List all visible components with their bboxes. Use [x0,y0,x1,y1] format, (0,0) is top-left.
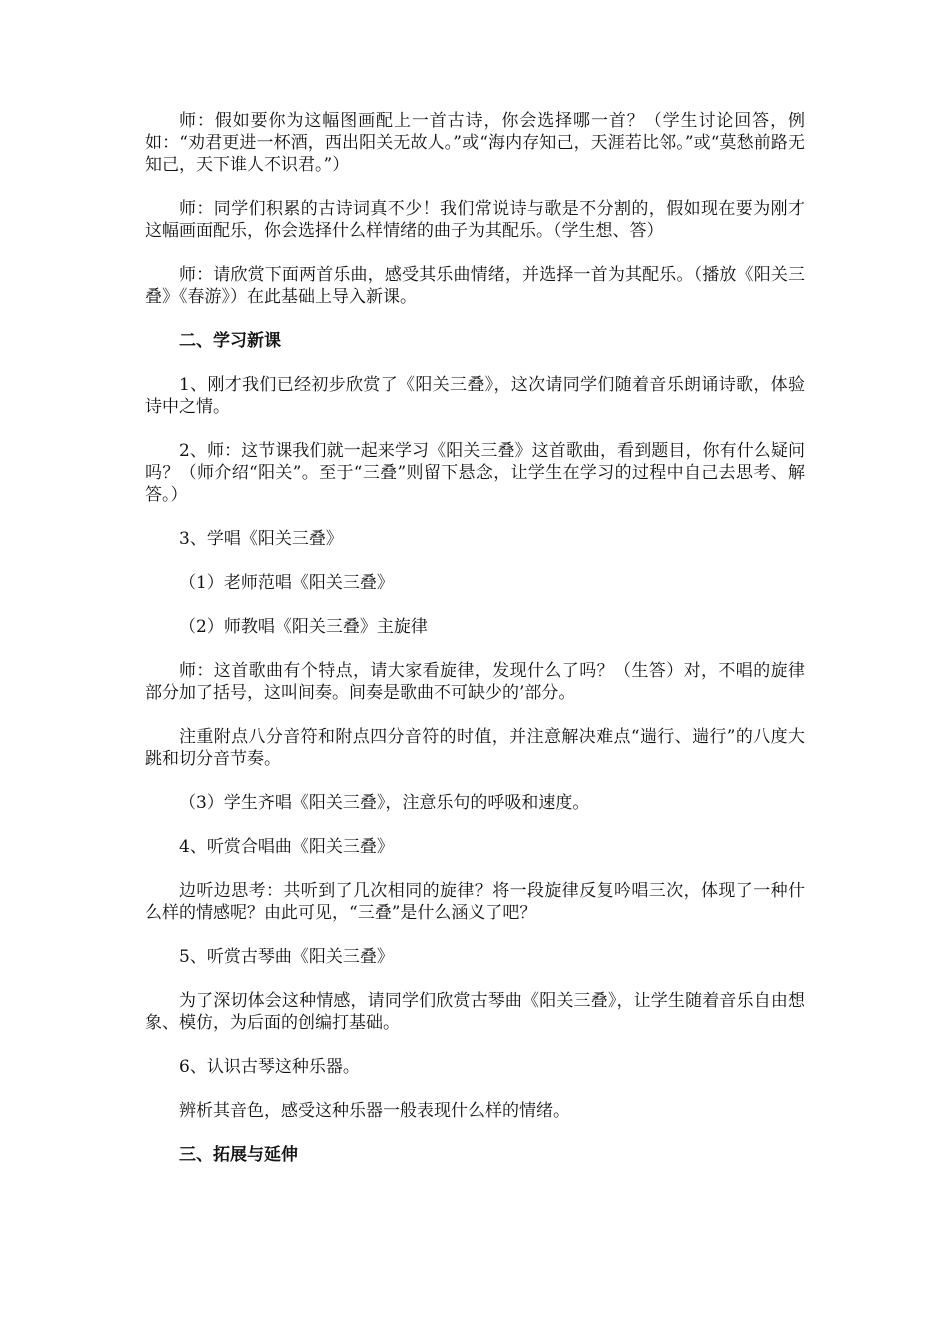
paragraph-rhythm-note: 注重附点八分音符和附点四分音符的时值，并注意解决难点“遄行、遄行”的八度大跳和切分音节奏。 [145,727,805,769]
paragraph-teacher-poem-music: 师：同学们积累的古诗词真不少！我们常说诗与歌是不分割的，假如现在要为刚才这幅画面配乐，你会选择什么样情绪的曲子为其配乐。（学生想、答） [145,199,805,241]
paragraph-step-3-1: （1）老师范唱《阳关三叠》 [179,573,394,593]
paragraph-teacher-poem-question: 师：假如要你为这幅图画配上一首古诗，你会选择哪一首？（学生讨论回答，例如：“劝君更进一杯酒，西出阳关无故人。”或“海内存知己，天涯若比邻。”或“莫愁前路无知己，天下谁人不识君。”） [145,111,805,175]
section-heading-new-lesson: 二、学习新课 [179,331,281,351]
document-body [145,110,805,1188]
paragraph-timbre: 辨析其音色，感受这种乐器一般表现什么样的情绪。 [179,1101,570,1121]
paragraph-step-4: 4、听赏合唱曲《阳关三叠》 [179,837,394,857]
paragraph-step-6: 6、认识古琴这种乐器。 [179,1057,360,1077]
paragraph-step-1: 1、刚才我们已经初步欣赏了《阳关三叠》，这次请同学们随着音乐朗诵诗歌，体验诗中之情。 [145,375,805,417]
paragraph-step-2: 2、师：这节课我们就一起来学习《阳关三叠》这首歌曲，看到题目，你有什么疑问吗？（师介绍“阳关”。至于“三叠”则留下悬念，让学生在学习的过程中自己去思考、解答。） [145,441,805,505]
section-heading-extension: 三、拓展与延伸 [179,1145,298,1165]
paragraph-step-5: 5、听赏古琴曲《阳关三叠》 [179,947,394,967]
paragraph-interlude: 师：这首歌曲有个特点，请大家看旋律，发现什么了吗？（生答）对，不唱的旋律部分加了括号，这叫间奏。间奏是歌曲不可缺少的’部分。 [145,661,805,703]
paragraph-teacher-listen: 师：请欣赏下面两首乐曲，感受其乐曲情绪，并选择一首为其配乐。（播放《阳关三叠》《春游》）在此基础上导入新课。 [145,265,805,307]
paragraph-step-3-3: （3）学生齐唱《阳关三叠》，注意乐句的呼吸和速度。 [179,793,590,813]
paragraph-guqin-appreciation: 为了深切体会这种情感，请同学们欣赏古琴曲《阳关三叠》，让学生随着音乐自由想象、模仿，为后面的创编打基础。 [145,991,805,1033]
paragraph-step-3: 3、学唱《阳关三叠》 [179,529,343,549]
paragraph-step-3-2: （2）师教唱《阳关三叠》主旋律 [179,617,428,637]
paragraph-listen-think: 边听边思考：共听到了几次相同的旋律？将一段旋律反复吟唱三次，体现了一种什么样的情感呢？由此可见，“三叠”是什么涵义了吧？ [145,881,805,923]
